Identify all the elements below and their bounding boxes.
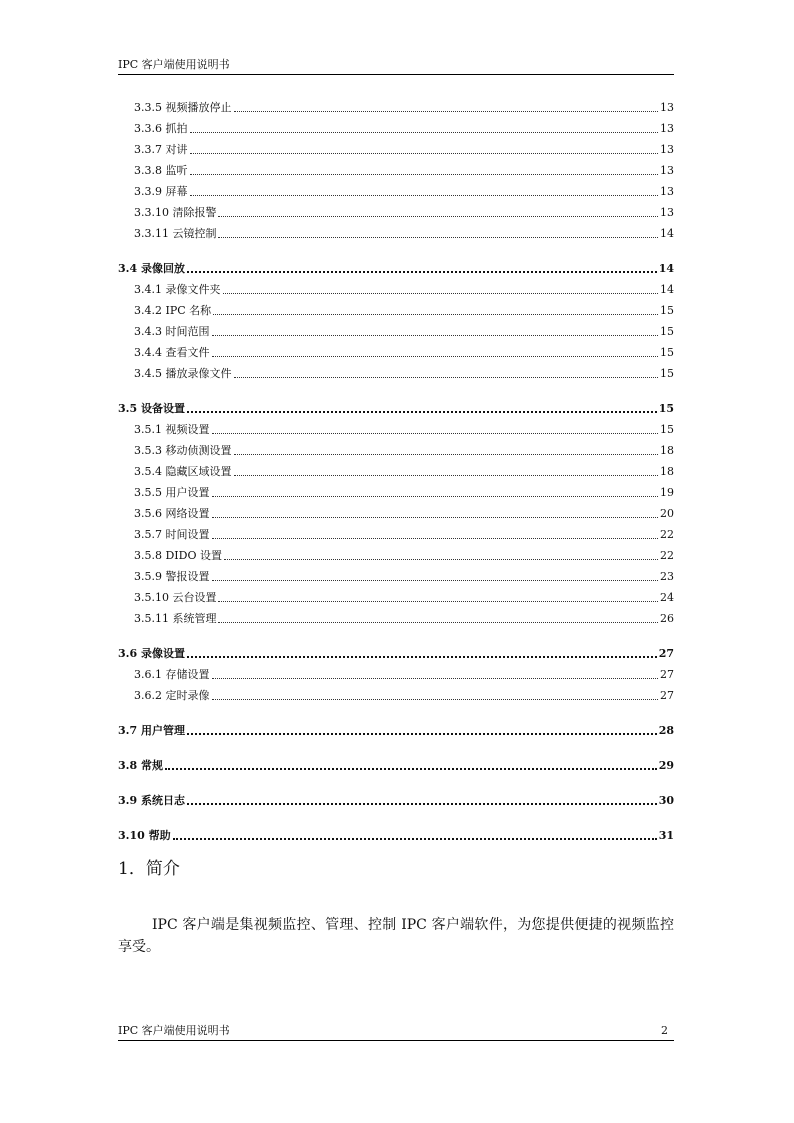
toc-section[interactable]: [118, 720, 674, 738]
toc-leader-dots: [218, 236, 658, 238]
toc-page-number: 19: [660, 486, 674, 499]
toc-label: 3.3.10 清除报警: [134, 206, 217, 219]
toc-label: 3.4.3 时间范围: [134, 325, 210, 338]
toc-subsection[interactable]: [118, 363, 674, 381]
toc-page-number: 13: [660, 206, 674, 219]
toc-label: 3.4 录像回放: [118, 262, 185, 275]
toc-leader-dots: [212, 579, 659, 581]
toc-subsection[interactable]: [118, 503, 674, 521]
toc-section[interactable]: [118, 258, 674, 276]
toc-section[interactable]: [118, 790, 674, 808]
toc-page-number: 22: [660, 549, 674, 562]
toc-subsection[interactable]: [118, 685, 674, 703]
toc-leader-dots: [212, 432, 659, 434]
toc-label: 3.3.11 云镜控制: [134, 227, 217, 240]
toc-label: 3.5.1 视频设置: [134, 423, 210, 436]
page-number: 2: [661, 1024, 668, 1037]
toc-label: 3.4.4 查看文件: [134, 346, 210, 359]
toc-label: 3.3.8 监听: [134, 164, 188, 177]
toc-label: 3.5.11 系统管理: [134, 612, 217, 625]
toc-subsection[interactable]: [118, 587, 674, 605]
toc-leader-dots: [234, 474, 659, 476]
toc-leader-dots: [187, 802, 657, 805]
toc-page-number: 28: [658, 724, 674, 737]
toc-page-number: 14: [660, 283, 674, 296]
toc-page-number: 13: [660, 164, 674, 177]
toc-section[interactable]: [118, 398, 674, 416]
toc-leader-dots: [218, 621, 658, 623]
toc-page-number: 14: [660, 227, 674, 240]
toc-subsection[interactable]: [118, 461, 674, 479]
toc-label: 3.6.2 定时录像: [134, 689, 210, 702]
toc-page-number: 15: [660, 325, 674, 338]
toc-page-number: 20: [660, 507, 674, 520]
toc-subsection[interactable]: [118, 160, 674, 178]
toc-section[interactable]: [118, 825, 674, 843]
toc-label: 3.5.3 移动侦测设置: [134, 444, 232, 457]
toc-leader-dots: [165, 767, 657, 770]
toc-leader-dots: [223, 292, 659, 294]
toc-subsection[interactable]: [118, 566, 674, 584]
toc-section[interactable]: [118, 755, 674, 773]
toc-leader-dots: [212, 677, 659, 679]
page-header: [118, 58, 674, 75]
toc-label: 3.10 帮助: [118, 829, 171, 842]
toc-page-number: 14: [658, 262, 674, 275]
toc-subsection[interactable]: [118, 181, 674, 199]
toc-label: 3.3.9 屏幕: [134, 185, 188, 198]
toc-subsection[interactable]: [118, 300, 674, 318]
toc-label: 3.6.1 存储设置: [134, 668, 210, 681]
toc-page-number: 18: [660, 465, 674, 478]
toc-page-number: 27: [658, 647, 674, 660]
toc-label: 3.4.5 播放录像文件: [134, 367, 232, 380]
header-title: IPC 客户端使用说明书: [118, 58, 230, 71]
toc-leader-dots: [234, 376, 659, 378]
toc-leader-dots: [218, 215, 658, 217]
toc-leader-dots: [212, 698, 659, 700]
toc-leader-dots: [212, 537, 659, 539]
toc-label: 3.4.2 IPC 名称: [134, 304, 212, 317]
toc-leader-dots: [224, 558, 658, 560]
toc-leader-dots: [212, 495, 659, 497]
toc-subsection[interactable]: [118, 342, 674, 360]
toc-page-number: 30: [658, 794, 674, 807]
toc-label: 3.5.10 云台设置: [134, 591, 217, 604]
footer-title: IPC 客户端使用说明书: [118, 1024, 230, 1037]
toc-label: 3.3.5 视频播放停止: [134, 101, 232, 114]
toc-page-number: 13: [660, 143, 674, 156]
toc-subsection[interactable]: [118, 321, 674, 339]
toc-subsection[interactable]: [118, 440, 674, 458]
toc-leader-dots: [187, 270, 657, 273]
toc-leader-dots: [212, 516, 659, 518]
toc-label: 3.5.8 DIDO 设置: [134, 549, 222, 562]
section-heading: 1．简介: [118, 859, 180, 879]
toc-leader-dots: [234, 453, 659, 455]
toc-leader-dots: [187, 410, 657, 413]
toc-leader-dots: [190, 173, 659, 175]
toc-label: 3.5.9 警报设置: [134, 570, 210, 583]
toc-subsection[interactable]: [118, 202, 674, 220]
toc-leader-dots: [190, 131, 659, 133]
toc-page-number: 24: [660, 591, 674, 604]
toc-label: 3.6 录像设置: [118, 647, 185, 660]
toc-leader-dots: [190, 152, 659, 154]
toc-page-number: 15: [658, 402, 674, 415]
toc-subsection[interactable]: [118, 223, 674, 241]
toc-leader-dots: [190, 194, 659, 196]
toc-subsection[interactable]: [118, 279, 674, 297]
toc-subsection[interactable]: [118, 545, 674, 563]
toc-label: 3.7 用户管理: [118, 724, 185, 737]
toc-subsection[interactable]: [118, 482, 674, 500]
toc-subsection[interactable]: [118, 97, 674, 115]
toc-leader-dots: [213, 313, 658, 315]
toc-section[interactable]: [118, 643, 674, 661]
toc-leader-dots: [187, 655, 657, 658]
toc-page-number: 27: [660, 689, 674, 702]
toc-leader-dots: [212, 355, 659, 357]
toc-leader-dots: [212, 334, 659, 336]
toc-page-number: 23: [660, 570, 674, 583]
toc-page-number: 13: [660, 122, 674, 135]
toc-subsection[interactable]: [118, 139, 674, 157]
toc-page-number: 15: [660, 367, 674, 380]
toc-page-number: 29: [658, 759, 674, 772]
toc-leader-dots: [173, 837, 657, 840]
toc-subsection[interactable]: [118, 524, 674, 542]
toc-subsection[interactable]: [118, 118, 674, 136]
toc-label: 3.5 设备设置: [118, 402, 185, 415]
toc-label: 3.8 常规: [118, 759, 163, 772]
page-footer: [118, 1024, 674, 1041]
toc-page-number: 26: [660, 612, 674, 625]
toc-leader-dots: [234, 110, 659, 112]
intro-paragraph: IPC 客户端是集视频监控、管理、控制 IPC 客户端软件，为您提供便捷的视频监控享受。: [118, 917, 674, 955]
toc-page-number: 18: [660, 444, 674, 457]
toc-label: 3.9 系统日志: [118, 794, 185, 807]
toc-subsection[interactable]: [118, 419, 674, 437]
toc-page-number: 15: [660, 304, 674, 317]
toc-label: 3.5.7 时间设置: [134, 528, 210, 541]
toc-subsection[interactable]: [118, 664, 674, 682]
toc-label: 3.5.4 隐藏区域设置: [134, 465, 232, 478]
toc-page-number: 13: [660, 185, 674, 198]
toc-page-number: 27: [660, 668, 674, 681]
toc-page-number: 31: [658, 829, 674, 842]
toc-page-number: 15: [660, 346, 674, 359]
toc-label: 3.5.6 网络设置: [134, 507, 210, 520]
toc-page-number: 22: [660, 528, 674, 541]
toc-subsection[interactable]: [118, 608, 674, 626]
toc-label: 3.4.1 录像文件夹: [134, 283, 221, 296]
toc-label: 3.5.5 用户设置: [134, 486, 210, 499]
toc-leader-dots: [187, 732, 657, 735]
toc-leader-dots: [218, 600, 658, 602]
toc-label: 3.3.6 抓拍: [134, 122, 188, 135]
toc-page-number: 15: [660, 423, 674, 436]
toc-page-number: 13: [660, 101, 674, 114]
toc-label: 3.3.7 对讲: [134, 143, 188, 156]
